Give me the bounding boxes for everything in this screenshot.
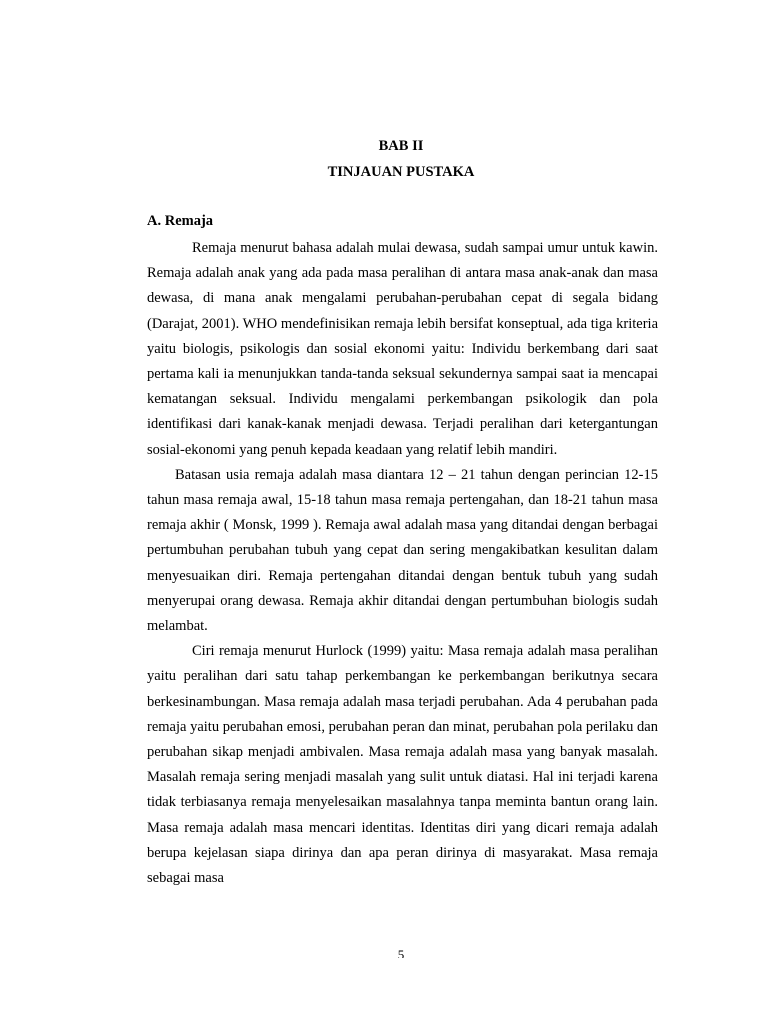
page-number: 5: [397, 948, 405, 958]
section-heading: A. Remaja: [147, 213, 214, 229]
paragraph-definition: Remaja menurut bahasa adalah mulai dewasa, sudah sampai umur untuk kawin. Remaja adalah anak yang ada pada masa peralihan di antara masa anak-anak dan masa dewasa, di mana anak mengalami perubahan-perubahan cepat di segala bidang (Darajat, 2001). WHO mendefinisikan remaja lebih bersifat konseptual, ada tiga kriteria yaitu biologis, psikologis dan sosial ekonomi yaitu: Individu berkembang dari saat pertama kali ia menunjukkan tanda-tanda seksual sekundernya sampai saat ia mencapai kematangan seksual. Individu mengalami perkembangan psikologik dan pola identifikasi dari kanak-kanak menjadi dewasa. Terjadi peralihan dari ketergantungan sosial-ekonomi yang penuh kepada keadaan yang relatif lebih mandiri.: [147, 240, 658, 458]
body-text: [147, 236, 658, 891]
paragraph-age-range: Batasan usia remaja adalah masa diantara 12 – 21 tahun dengan perincian 12-15 tahun masa remaja awal, 15-18 tahun masa remaja pertengahan, dan 18-21 tahun masa remaja akhir ( Monsk, 1999 ). Remaja awal adalah masa yang ditandai dengan berbagai pertumbuhan perubahan tubuh yang cepat dan sering mengakibatkan kesulitan dalam menyesuaikan diri. Remaja pertengahan ditandai dengan bentuk tubuh yang sudah menyerupai orang dewasa. Remaja akhir ditandai dengan pertumbuhan biologis sudah melambat.: [147, 466, 658, 635]
chapter-number: BAB II: [378, 138, 424, 154]
chapter-title: TINJAUAN PUSTAKA: [327, 164, 475, 180]
paragraph-characteristics: Ciri remaja menurut Hurlock (1999) yaitu: Masa remaja adalah masa peralihan yaitu peralihan dari satu tahap perkembangan ke perkembangan berikutnya secara berkesinambungan. Masa remaja adalah masa terjadi perubahan. Ada 4 perubahan pada remaja yaitu perubahan emosi, perubahan peran dan minat, perubahan pola perilaku dan perubahan sikap menjadi ambivalen. Masa remaja adalah masa yang banyak masalah. Masalah remaja sering menjadi masalah yang sulit untuk diatasi. Hal ini terjadi karena tidak terbiasanya remaja menyelesaikan masalahnya tanpa meminta bantun orang lain. Masa remaja adalah masa mencari identitas. Identitas diri yang dicari remaja adalah berupa kejelasan siapa dirinya dan apa peran dirinya di masyarakat. Masa remaja sebagai masa: [147, 643, 658, 887]
